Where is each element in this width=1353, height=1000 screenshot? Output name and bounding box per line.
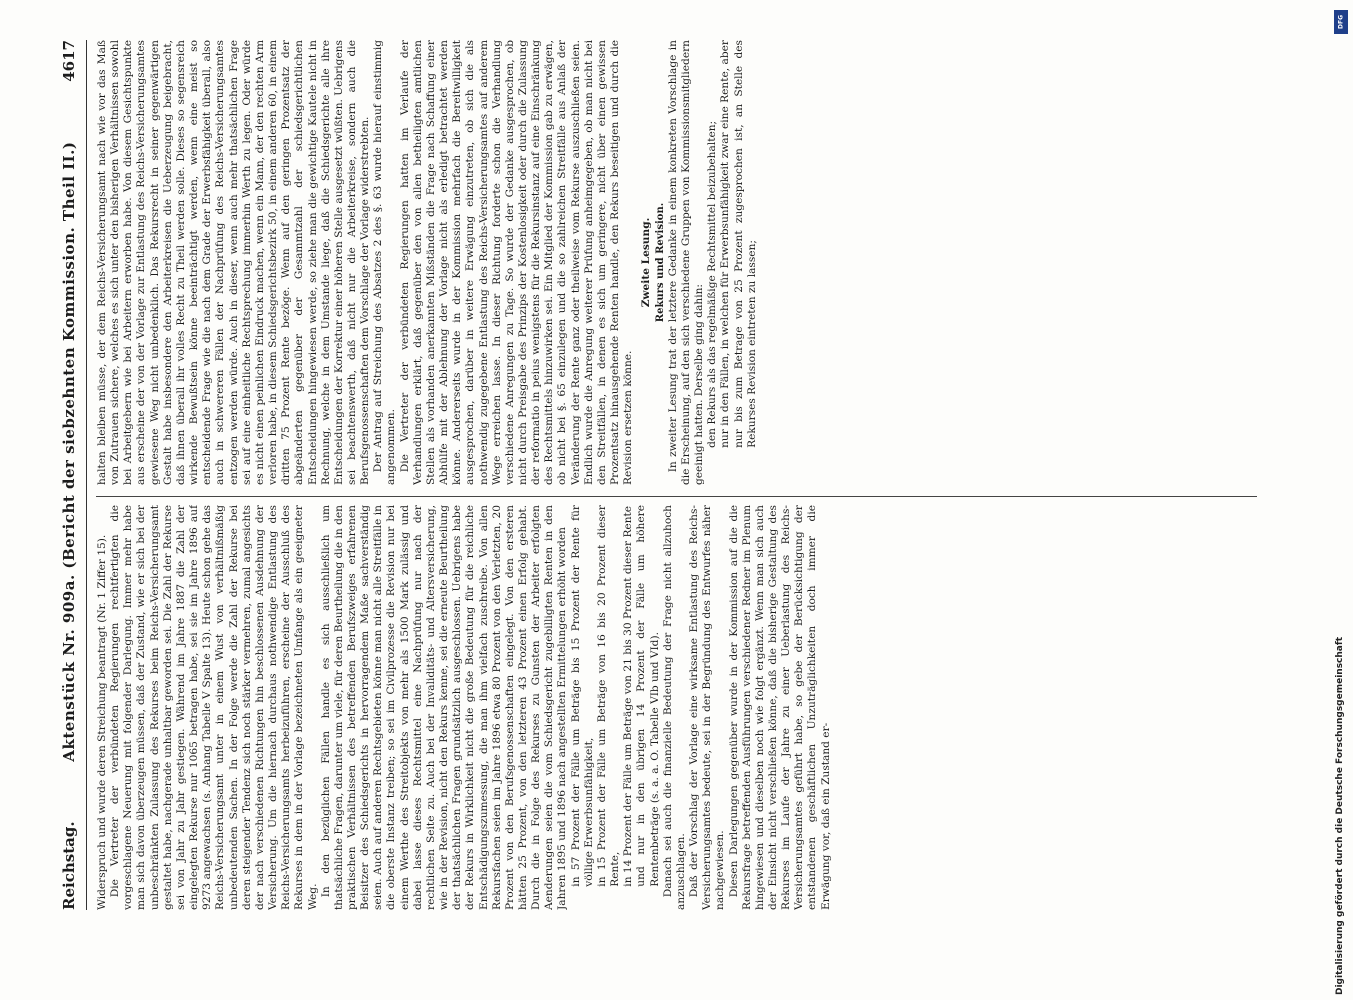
list-item: den Rekurs als das regelmäßige Rechtsmittel beizubehalten; [706, 120, 719, 448]
dfg-logo: DFG [1334, 10, 1348, 34]
list-item: in 14 Prozent der Fälle um Beträge von 21 bis 30 Prozent dieser Rente [622, 505, 635, 887]
paragraph: Danach sei auch die finanzielle Bedeutung der Frage nicht allzuhoch anzuschlagen. [661, 505, 687, 910]
list-item: in 15 Prozent der Fälle um Beträge von 16 bis 20 Prozent dieser Rente, [595, 505, 622, 887]
paragraph: Diesen Darlegungen gegenüber wurde in der Kommission auf die die Rekursfrage betreffenden Ausführungen verschiedener Redner im Plenum hingewiesen und dieselben noch wie folgt ergänzt. Wenn man sich auch der Einsicht nicht verschließen könne, daß die bisherige Gestaltung des Rekurses im Laufe der Jahre zu einer Ueberlastung des Reichs-Versicherungsamtes geführt habe, so gebe der Berücksichtigung der entstandenen geschäftlichen Unzuträglichkeiten doch immer die Erwägung vor, daß ein Zustand er- [727, 505, 832, 910]
section-subheading: Rekurs und Revision. [654, 202, 666, 323]
left-column [96, 505, 1257, 910]
paragraph: Die Vertreter der verbündeten Regierungen rechtfertigten die vorgeschlagene Neuerung mit folgender Darlegung. Immer mehr habe man sich davon überzeugen müssen, daß der Zustand, wie er sich bei der unbeschränkten Zulassung des Rekurses beim Reichs-Versicherungsamt gestaltet habe, nachgerade unhaltbar geworden sei. Die Zahl der Rekurse sei von Jahr zu Jahr gestiegen. Während im Jahre 1887 die Zahl der eingelegten Rekurse nur 1065 betragen habe, sei sie im Jahre 1896 auf 9273 angewachsen (s. Anhang Tabelle V Spalte 13). Heute schon gehe das Reichs-Versicherungsamt unter in einem Wust von verhältnißmäßig unbedeutenden Sachen. In der Folge werde die Zahl der Rekurse bei deren steigender Tendenz sich noch stärker vermehren, zumal angesichts der nach verschiedenen Richtungen hin beschlossenen Ausdehnung der Versicherung. Um die hiernach durchaus nothwendige Entlastung des Reichs-Versicherungsamts herbeizuführen, erscheine der Ausschluß des Rekurses in dem in der Vorlage bezeichneten Umfange als ein geeigneter Weg. [109, 505, 319, 910]
paragraph: In zweiter Lesung trat der letztere Gedanke in einem konkreten Vorschlage in die Erscheinung, auf den sich verschiedene Gruppen von Kommissionsmitgliedern geeinigt hatten. Derselbe ging dahin: [666, 40, 706, 485]
list-item: nur in den Fällen, in welchen für Erwerbsunfähigkeit zwar eine Rente, aber nur bis zum Betrage von 25 Prozent zugesprochen ist, an Stelle des Rekurses Revision eintreten zu lassen; [719, 40, 758, 448]
digitization-note: Digitalisierung gefördert durch die Deutsche Forschungsgemeinschaft [1335, 636, 1345, 995]
paragraph: In den bezüglichen Fällen handle es sich ausschließlich um thatsächliche Fragen, darunter um viele, für deren Beurtheilung die in den praktischen Verhältnissen des betreffenden Berufszweiges erfahrenen Beisitzer des Schiedsgerichts in hervorragendem Maße sachverständig seien. Auch auf anderen Rechtsgebieten könne man nicht alle Streitfälle in die oberste Instanz treiben; so sei im Civilprozesse die Revision nur bei einem Werthe des Streitobjekts von mehr als 1500 Mark zulässig und dabei lasse dieses Rechtsmittel eine Nachprüfung nur nach der rechtlichen Seite zu. Auch bei der Invaliditäts- und Altersversicherung, wie in der Revision, nicht den Rekurs kenne, sei die erneute Beurtheilung der thatsächlichen Fragen grundsätzlich ausgeschlossen. Uebrigens habe der Rekurs in Wirklichkeit nicht die große Bedeutung für die reichliche Entschädigungszumessung, die man ihm vielfach zuschreibe. Von allen Rekursfachen seien im Jahre 1896 etwa 80 Prozent von den Verletzten, 20 Prozent von den Berufsgenossenschaften eingelegt. Von den ersteren hätten 25 Prozent, von den letzteren 43 Prozent einen Erfolg gehabt. Durch die in Folge des Rekurses zu Gunsten der Arbeiter erfolgten Aenderungen seien die vom Schiedsgericht zugebilligten Renten in den Jahren 1895 und 1896 nach angestellten Ermittelungen erhöht worden [319, 505, 569, 910]
right-column [96, 40, 1257, 485]
paragraph: Widerspruch und wurde deren Streichung beantragt (Nr. 1 Ziffer 15). [96, 534, 108, 910]
column-divider [96, 496, 1257, 497]
header-reichstag: Reichstag. [60, 821, 78, 910]
section-heading: Zweite Lesung. [640, 217, 653, 308]
header-title: Aktenstück Nr. 909a. (Bericht der siebzehnten Kommission. Theil II.) [60, 141, 78, 762]
digitization-margin [1331, 0, 1353, 1000]
list-item: in 57 Prozent der Fälle um Beträge bis 15 Prozent der Rente für völlige Erwerbsunfähigkeit, [569, 505, 595, 887]
paragraph: Daß der Vorschlag der Vorlage eine wirksame Entlastung des Reichs-Versicherungsamtes bedeute, sei in der Begründung des Entwurfes näher nachgewiesen. [688, 505, 727, 910]
paragraph: halten bleiben müsse, der dem Reichs-Versicherungsamt nach wie vor das Maß von Zutrauen sichere, welches es sich unter den bisherigen Verhältnissen sowohl bei Arbeitgebern wie bei Arbeitern erworben habe. Von diesem Gesichtspunkte aus erscheine der von der Vorlage zur Entlastung des Reichs-Versicherungsamtes gewiesene Weg nicht unbedenklich. Das Rekursrecht in seiner gegenwärtigen Gestalt habe insbesondere den Arbeiterkreisen die Ueberzeugung beigebracht, daß ihnen überall ihr volles Recht zu Theil werden solle. Dieses so segensreich wirkende Bewußtsein könne beeinträchtigt werden, wenn eine meist so entscheidende Frage wie die nach dem Grade der Erwerbsfähigkeit überall, also auch in schwereren Fällen der Nachprüfung des Reichs-Versicherungsamtes entzogen werden würde. Auch in dieser, wenn auch mehr thatsächlichen Frage sei auf eine einheitliche Rechtsprechung immerhin Werth zu legen. Oder würde es nicht einen peinlichen Eindruck machen, wenn ein Mann, der den rechten Arm verloren habe, in diesem Schiedsgerichtsbezirk 50, in einem anderen 60, in einem dritten 75 Prozent Rente bezöge. Wenn auf den geringen Prozentsatz der abgeänderten gegenüber der Gesammtzahl der schiedsgerichtlichen Entscheidungen hingewiesen werde, so ziehe man die gewichtige Kautele nicht in Rechnung, welche in dem Umstande liege, daß die Schiedsgerichte alle ihre Entscheidungen der Korrektur einer höheren Stelle ausgesetzt wüßten. Uebrigens sei beachtenswerth, daß nicht nur die Arbeiterkreise, sondern auch die Berufsgenossenschaften dem Vorschlage der Vorlage widerstrebten. [96, 40, 372, 485]
page-number: 4617 [60, 40, 78, 82]
page-header [60, 40, 87, 910]
list-item: und nur in den übrigen 14 Prozent der Fälle um höhere Rentenbeträge (s. a. a. O. Tabelle VIb und VId). [635, 505, 661, 887]
paragraph: Der Antrag auf Streichung des Absatzes 2 des §. 63 wurde hierauf einstimmig angenommen. [372, 40, 398, 485]
paragraph: Die Vertreter der verbündeten Regierungen hatten im Verlaufe der Verhandlungen erklärt, daß gegenüber den von allen betheiligten amtlichen Stellen als vorhanden anerkannten Mißständen die Frage nach Schaffung einer Abhülfe mit der Ablehnung der Vorlage nicht als erledigt betrachtet werden könne. Andererseits wurde in der Kommission mehrfach die Bereitwilligkeit ausgesprochen, darüber in weitere Erwägung einzutreten, ob sich die als nothwendig zugegebene Entlastung des Reichs-Versicherungsamtes auf anderem Wege erreichen lasse. In dieser Richtung forderte schon die Verhandlung verschiedene Anregungen zu Tage. So wurde der Gedanke ausgesprochen, ob nicht durch Preisgabe des Prinzips der Kostenlosigkeit oder durch die Zulassung der reformatio in peius wenigstens für die Rekursinstanz auf eine Einschränkung des Rechtsmittels hinzuwirken sei. Ein Mitglied der Kommission gab zu erwägen, ob nicht bei §. 65 einzulegen und die so zahlreichen Streitfälle aus Anlaß der Veränderung der Rente ganz oder theilweise vom Rekurse auszuschließen seien. Endlich wurde die Anregung weiterer Prüfung anheimgegeben, ob man nicht bei den Streitfällen, in denen es sich um geringere, nicht über einen gewissen Prozentsatz hinausgehende Renten handle, den Rekurs beseitigen und durch die Revision ersetzen könne. [398, 40, 635, 485]
